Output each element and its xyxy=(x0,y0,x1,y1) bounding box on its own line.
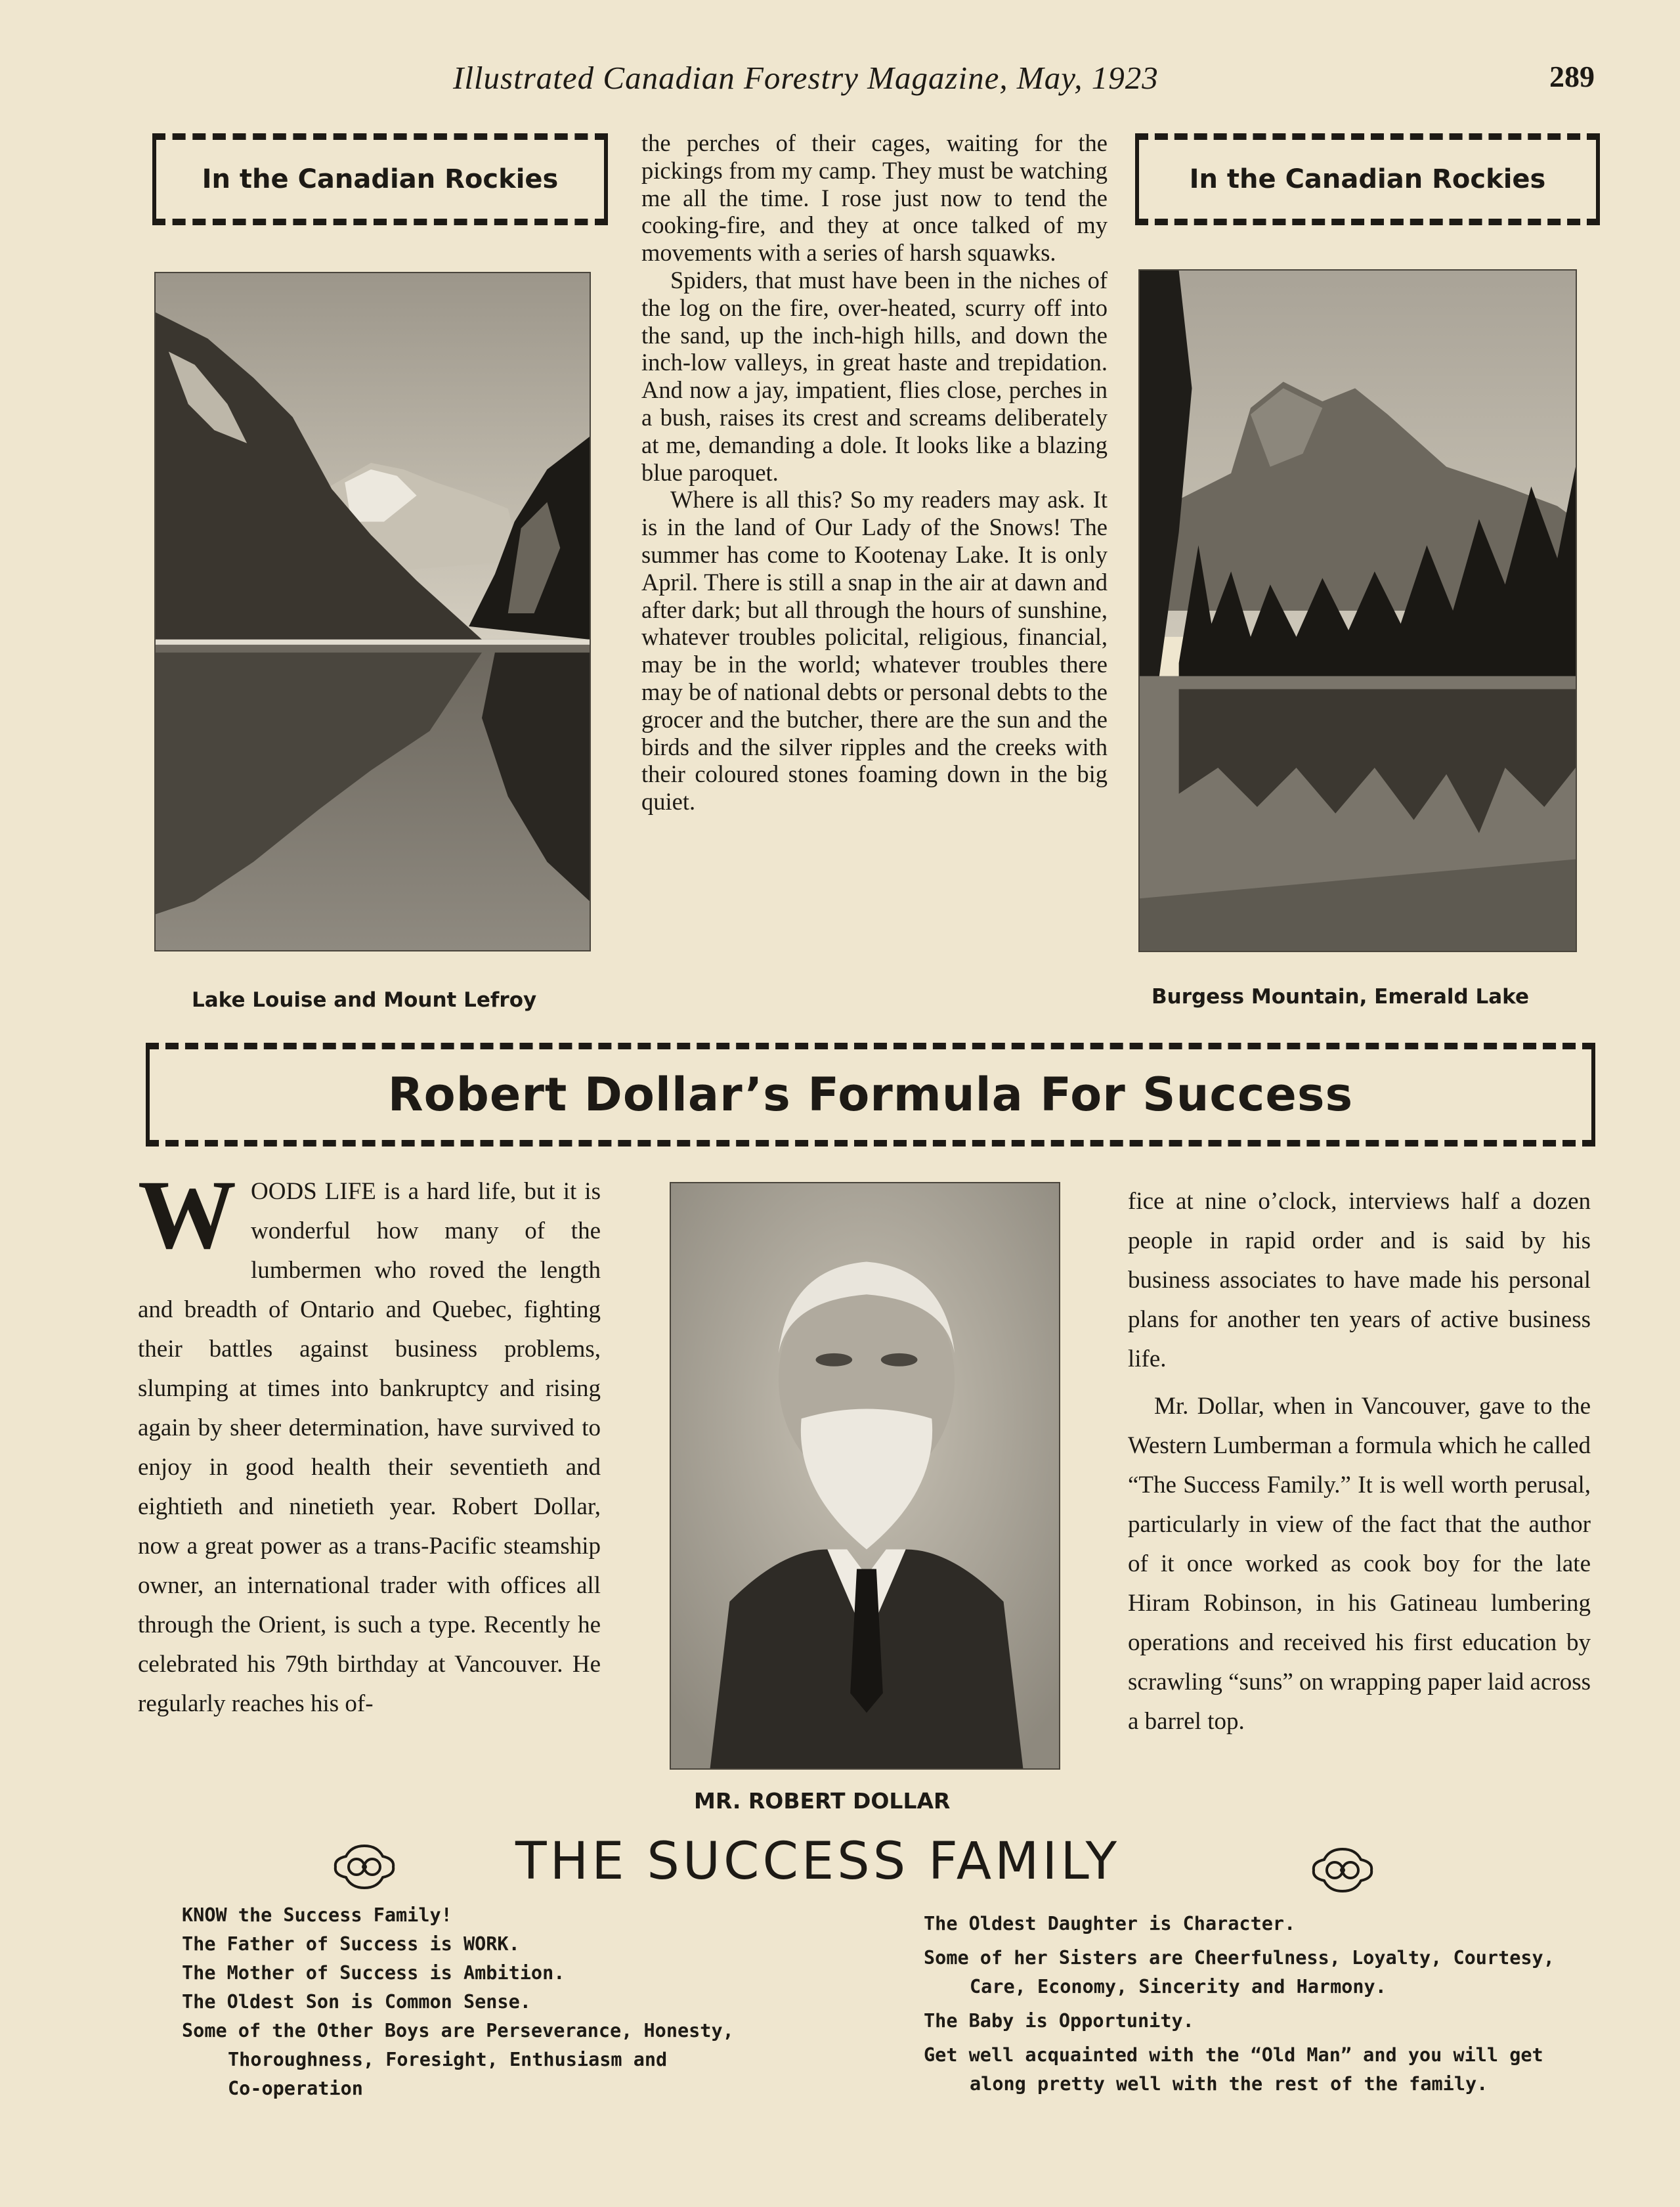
family-line: Thoroughness, Foresight, Enthusiasm and xyxy=(228,2049,668,2070)
right-panel-title: In the Canadian Rockies xyxy=(1189,164,1546,194)
family-line: Care, Economy, Sincerity and Harmony. xyxy=(970,1976,1387,1998)
family-line: The Father of Success is WORK. xyxy=(182,1933,520,1955)
right-ornament-icon xyxy=(1310,1845,1375,1895)
robert-dollar-portrait xyxy=(670,1182,1060,1770)
success-family-title: THE SUCCESS FAMILY xyxy=(515,1832,1121,1891)
right-panel-title-box xyxy=(1135,133,1600,225)
left-panel-title-box xyxy=(152,133,608,225)
left-photo-caption: Lake Louise and Mount Lefroy xyxy=(192,988,537,1012)
drop-cap: W xyxy=(138,1160,236,1269)
left-ornament-icon xyxy=(332,1842,397,1892)
article-col1-text: OODS LIFE is a hard life, but it is wonderful how many of the lumbermen who roved the length and breadth of Ontario and Quebec, fighting their battles against business problems, slumping at times into bankruptcy and rising again by sheer determination, have survived to enjoy in good health their seventieth and eightieth and ninetieth year. Robert Dollar, now a great power as a trans-Pacific steamship owner, an international trader with offices all through the Orient, is such a type. Recently he celebrated his 79th birthday at Vancouver. He regularly reaches his of- xyxy=(138,1178,601,1717)
family-line: along pretty well with the rest of the family. xyxy=(970,2073,1488,2095)
page-number: 289 xyxy=(1549,60,1595,93)
article-column-3 xyxy=(1128,1182,1591,1741)
running-title: Illustrated Canadian Forestry Magazine, May, 1923 xyxy=(453,60,1159,96)
article-column-1 xyxy=(138,1160,601,1724)
family-line: Co-operation xyxy=(228,2078,363,2099)
success-family-left-list xyxy=(182,1901,734,2103)
left-panel-title: In the Canadian Rockies xyxy=(202,164,559,194)
emerald-lake-photo xyxy=(1138,269,1577,952)
family-line: The Oldest Son is Common Sense. xyxy=(182,1991,531,2013)
family-line: KNOW the Success Family! xyxy=(182,1904,452,1926)
page-header xyxy=(0,59,1680,105)
family-line: Some of the Other Boys are Perseverance, Honesty, xyxy=(182,2020,734,2042)
middle-column-text xyxy=(641,129,1108,816)
right-photo-caption: Burgess Mountain, Emerald Lake xyxy=(1152,985,1529,1009)
family-line: Some of her Sisters are Cheerfulness, Loyalty, Courtesy, xyxy=(924,1947,1555,1969)
middle-paragraph-2: Spiders, that must have been in the niches of the log on the fire, over-heated, scurry off into the sand, up the inch-high hills, and down the inch-low valleys, in great haste and trepidation. And now a jay, impatient, flies close, perches in a bush, raises its crest and screams deliberately at me, demanding a dole. It looks like a blazing blue paroquet. xyxy=(641,266,1108,486)
family-line: The Oldest Daughter is Character. xyxy=(924,1913,1296,1934)
portrait-caption: MR. ROBERT DOLLAR xyxy=(694,1788,951,1814)
family-line: Get well acquainted with the “Old Man” and you will get xyxy=(924,2044,1543,2066)
middle-paragraph-1: the perches of their cages, waiting for the pickings from my camp. They must be watching me all the time. I rose just now to tend the cooking-fire, and they at once talked of my movements with a series of harsh squawks. xyxy=(641,129,1108,267)
article-headline: Robert Dollar’s Formula For Success xyxy=(387,1068,1354,1122)
family-line: The Mother of Success is Ambition. xyxy=(182,1962,565,1984)
lake-louise-photo xyxy=(154,272,591,951)
family-line: The Baby is Opportunity. xyxy=(924,2010,1194,2032)
article-col3-paragraph-1: fice at nine o’clock, interviews half a dozen people in rapid order and is said by his business associates to have made his personal plans for another ten years of active business life. xyxy=(1128,1188,1591,1372)
article-col3-paragraph-2: Mr. Dollar, when in Vancouver, gave to the Western Lumberman a formula which he called “The Success Family.” It is well worth perusal, particularly in view of the fact that the author of it once worked as cook boy for the late Hiram Robinson, in his Gatineau lumbering operations and received his first education by scrawling “suns” on wrapping paper laid across a barrel top. xyxy=(1128,1393,1591,1735)
success-family-right-list xyxy=(924,1910,1555,2099)
headline-box xyxy=(146,1043,1595,1147)
middle-paragraph-3: Where is all this? So my readers may ask. It is in the land of Our Lady of the Snows! The summer has come to Kootenay Lake. It is only April. There is still a snap in the air at dawn and after dark; but all through the hours of sunshine, whatever troubles policital, religious, financial, may be in the world; whatever troubles there may be of national debts or personal debts to the grocer and the butcher, there are the sun and the birds and the silver ripples and the creeks with their coloured stones foaming down in the big quiet. xyxy=(641,486,1108,816)
